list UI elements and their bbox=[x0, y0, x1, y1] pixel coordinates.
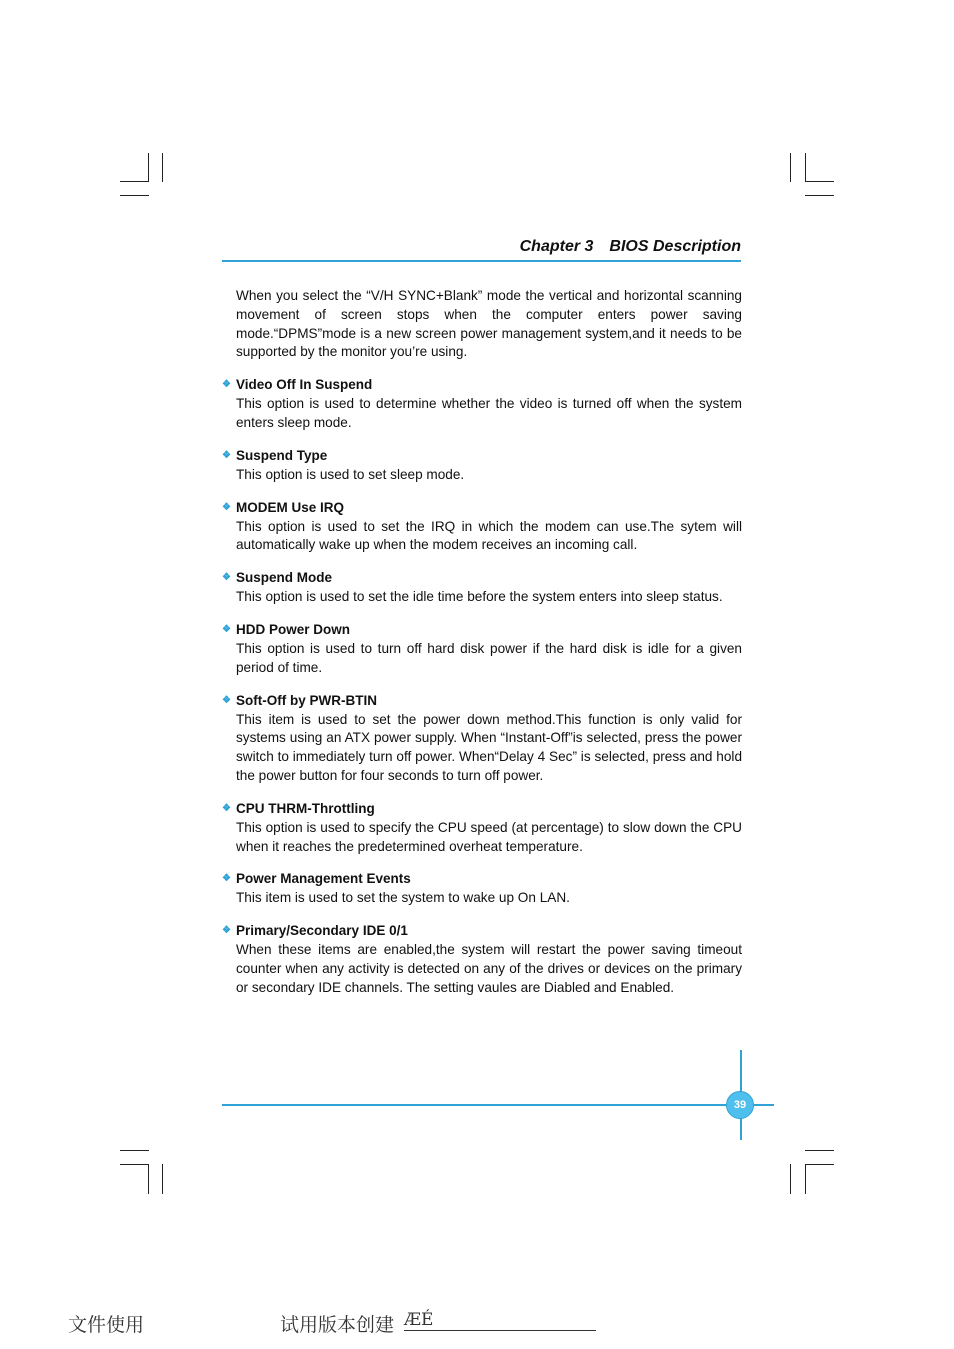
section-description: This option is used to set sleep mode. bbox=[236, 466, 465, 482]
header-rule bbox=[222, 260, 741, 262]
diamond-bullet-icon: ❖ bbox=[222, 623, 231, 635]
section-description: This option is used to determine whether the video is turned off when the system enters sleep mode. bbox=[236, 396, 742, 430]
section-title: Suspend Type bbox=[236, 447, 328, 463]
diamond-bullet-icon: ❖ bbox=[222, 925, 231, 937]
diamond-bullet-icon: ❖ bbox=[222, 694, 231, 706]
diamond-bullet-icon: ❖ bbox=[222, 873, 231, 885]
section-title: Primary/Secondary IDE 0/1 bbox=[236, 923, 408, 939]
section-suspend-mode bbox=[222, 568, 742, 607]
page-header bbox=[222, 238, 741, 258]
section-video-off-in-suspend bbox=[222, 375, 742, 433]
page-number: 39 bbox=[726, 1091, 754, 1119]
watermark-right: 试用版本创建 bbox=[280, 1314, 395, 1336]
section-description: This option is used to turn off hard disk power if the hard disk is idle for a given period of time. bbox=[236, 640, 742, 675]
section-description: This option is used to set the idle time before the system enters into sleep status. bbox=[236, 589, 723, 605]
section-cpu-thrm-throttling bbox=[222, 799, 742, 857]
section-description: This item is used to set the system to wake up On LAN. bbox=[236, 890, 570, 906]
diamond-bullet-icon: ❖ bbox=[222, 501, 231, 513]
section-description: This item is used to set the power down method.This function is only valid for systems using an ATX power supply. When “Instant-Off”is selected, press the power switch to immediately turn off power. When“Delay 4 Sec” is selected, press and hold the power button for four seconds to turn off power. bbox=[236, 711, 742, 783]
chapter-label: Chapter 3 bbox=[519, 238, 594, 255]
watermark-underline bbox=[404, 1330, 596, 1331]
section-title: Suspend Mode bbox=[236, 570, 333, 586]
diamond-bullet-icon: ❖ bbox=[222, 449, 231, 461]
watermark-left: 文件使用 bbox=[68, 1314, 145, 1336]
section-soft-off-by-pwr-btin bbox=[222, 691, 742, 786]
footer-rule bbox=[222, 1104, 774, 1106]
diamond-bullet-icon: ❖ bbox=[222, 572, 231, 584]
section-title: CPU THRM-Throttling bbox=[236, 800, 375, 816]
section-description: This option is used to specify the CPU speed (at percentage) to slow down the CPU when it reaches the predetermined overheat temperature. bbox=[236, 819, 742, 854]
section-title: Soft-Off by PWR-BTIN bbox=[236, 692, 377, 708]
header-title: BIOS Description bbox=[609, 238, 741, 255]
section-modem-use-irq bbox=[222, 498, 742, 556]
intro-paragraph: When you select the “V/H SYNC+Blank” mode the vertical and horizontal scanning movement of screen stops when the computer enters power saving mode.“DPMS”mode is a new screen power management system,and it needs to be supported by the monitor you’re using. bbox=[236, 288, 742, 360]
section-title: HDD Power Down bbox=[236, 621, 351, 637]
section-power-management-events bbox=[222, 869, 742, 908]
section-title: Video Off In Suspend bbox=[236, 377, 373, 393]
page-content bbox=[222, 287, 742, 998]
section-primary-secondary-ide bbox=[222, 921, 742, 997]
section-title: MODEM Use IRQ bbox=[236, 499, 345, 515]
diamond-bullet-icon: ❖ bbox=[222, 802, 231, 814]
diamond-bullet-icon: ❖ bbox=[222, 379, 231, 391]
watermark-tag: ÆÉ bbox=[404, 1310, 434, 1330]
section-description: When these items are enabled,the system will restart the power saving timeout counter when any activity is detected on any of the drives or devices on the primary or secondary IDE channels. The setting vaules are Diabled and Enabled. bbox=[236, 942, 742, 995]
section-title: Power Management Events bbox=[236, 871, 411, 887]
section-hdd-power-down bbox=[222, 620, 742, 678]
section-suspend-type bbox=[222, 446, 742, 485]
section-description: This option is used to set the IRQ in which the modem can use.The sytem will automatically wake up when the modem receives an incoming call. bbox=[236, 518, 742, 553]
